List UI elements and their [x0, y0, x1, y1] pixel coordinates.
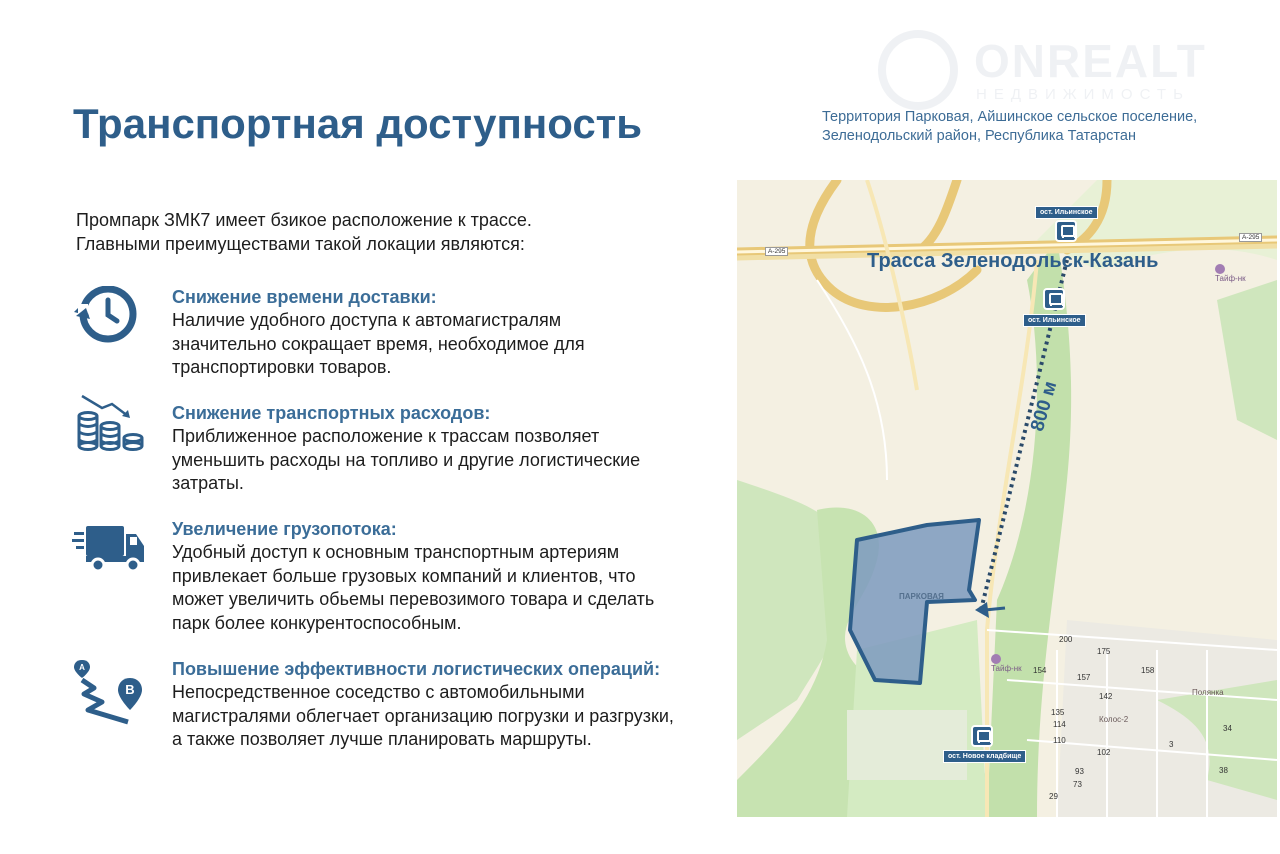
benefit-line: транспортировки товаров. [172, 357, 392, 377]
fuel-icon [1215, 264, 1225, 274]
benefit-line: Удобный доступ к основным транспортным артериям [172, 542, 620, 562]
place-label: Колос-2 [1099, 715, 1129, 724]
route-a-b-icon [72, 658, 148, 724]
poi-label: Тайф-нк [1215, 274, 1246, 283]
highway-label: Трасса Зеленодольск-Казань [867, 250, 1159, 272]
house-number: 154 [1033, 666, 1047, 675]
benefit-line: Приближенное расположение к трассам позволяет [172, 426, 600, 446]
clock-icon [72, 286, 148, 352]
delivery-truck-icon [72, 522, 148, 588]
house-number: 135 [1051, 708, 1065, 717]
house-number: 73 [1073, 780, 1082, 789]
house-number: 102 [1097, 748, 1111, 757]
house-number: 110 [1053, 736, 1066, 745]
house-number: 34 [1223, 724, 1232, 733]
location-map [737, 180, 1277, 817]
benefit-text [172, 286, 732, 380]
intro-text [76, 208, 636, 256]
watermark-logo [878, 26, 1248, 116]
fuel-icon [991, 654, 1001, 664]
benefit-line: привлекает больше грузовых компаний и клиентов, что [172, 565, 636, 586]
house-number: 29 [1049, 792, 1058, 801]
benefit-line: уменьшить расходы на топливо и другие логистические [172, 449, 641, 470]
benefit-line: а также позволяет лучше планировать маршруты. [172, 729, 592, 749]
benefit-title: Снижение времени доставки: [172, 287, 437, 307]
intro-line-1: Промпарк ЗМК7 имеет бзикое расположение к трассе. [76, 210, 532, 230]
page-title: Транспортная доступность [73, 100, 643, 147]
house-number: 3 [1169, 740, 1174, 749]
distance-label: 800 м [1027, 378, 1062, 434]
benefit-title: Снижение транспортных расходов: [172, 403, 491, 423]
house-number: 38 [1219, 766, 1228, 775]
benefit-line: парк более конкурентоспособным. [172, 612, 462, 633]
benefit-text [172, 402, 732, 496]
place-label: Полянка [1192, 688, 1224, 697]
house-number: 175 [1097, 647, 1111, 656]
house-number: 93 [1075, 767, 1084, 776]
park-label: ПАРКОВАЯ [899, 592, 944, 601]
bus-stop-label: ост. Ильинское [1035, 206, 1098, 219]
map-base [737, 180, 1277, 817]
bus-stop-label: ост. Ильинское [1023, 314, 1086, 327]
poi-label: Тайф-нк [991, 664, 1022, 673]
house-logo-icon [878, 30, 958, 110]
watermark-brand: ONREALT [974, 35, 1207, 87]
house-number: 142 [1099, 692, 1113, 701]
address-line-1: Территория Парковая, Айшинское сельское поселение, [822, 109, 1198, 125]
address [822, 108, 1242, 146]
house-number: 157 [1077, 673, 1091, 682]
fuel-station-poi [991, 654, 1022, 673]
benefit-text [172, 658, 732, 752]
intro-line-2: Главными преимуществами такой локации являются: [76, 234, 525, 254]
house-number: 114 [1053, 720, 1066, 729]
road-code: А-295 [765, 247, 788, 256]
benefit-line: значительно сокращает время, необходимое для [172, 333, 585, 354]
benefit-text [172, 518, 732, 635]
bus-stop-icon [1043, 288, 1065, 310]
bus-stop-icon [1055, 220, 1077, 242]
bus-stop-icon [971, 725, 993, 747]
bus-stop-label: ост. Новое кладбище [943, 750, 1026, 763]
road-code: А-295 [1239, 233, 1262, 242]
watermark-subtitle: НЕДВИЖИМОСТЬ [976, 86, 1190, 103]
benefit-title: Увеличение грузопотока: [172, 519, 397, 539]
svg-text:A: A [79, 663, 85, 672]
svg-text:B: B [125, 682, 135, 697]
benefit-line: Наличие удобного доступа к автомагистралям [172, 310, 562, 330]
benefit-line: магистралями облегчает организацию погрузки и разгрузки, [172, 705, 674, 726]
fuel-station-poi [1215, 264, 1246, 283]
benefit-line: Непосредственное соседство с автомобильными [172, 682, 585, 702]
benefit-title: Повышение эффективности логистических операций: [172, 659, 661, 679]
house-number: 200 [1059, 635, 1073, 644]
coins-down-icon [72, 394, 148, 460]
benefit-line: может увеличить обьемы перевозимого товара и сделать [172, 589, 655, 609]
address-line-2: Зеленодольский район, Республика Татарстан [822, 128, 1136, 144]
benefit-line: затраты. [172, 473, 244, 493]
house-number: 158 [1141, 666, 1155, 675]
